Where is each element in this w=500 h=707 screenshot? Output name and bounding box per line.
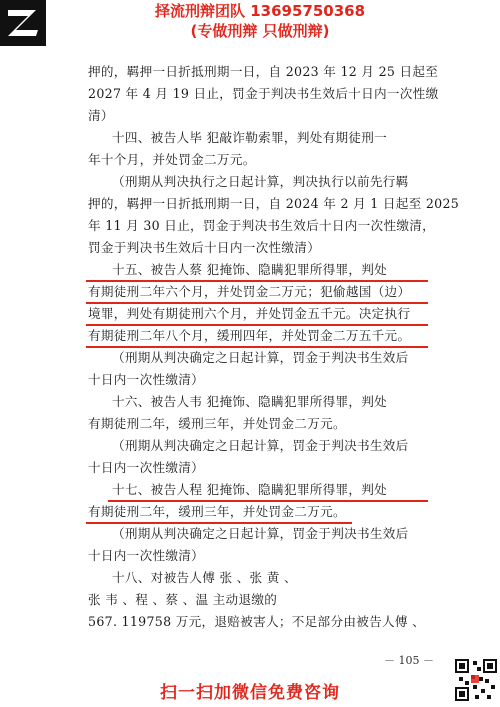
text-line: 十日内一次性缴清）	[88, 548, 205, 563]
text-line: 有期徒刑二年六个月，并处罚金二万元；犯偷越国（边）	[88, 284, 411, 299]
text-line: 十八、对被告人傅 张 、张 黄 、	[112, 570, 297, 585]
highlight-underline	[108, 500, 428, 502]
highlight-underline	[86, 302, 428, 304]
text-line: 罚金于判决书生效后十日内一次性缴清）	[88, 240, 321, 255]
text-line: （刑期从判决确定之日起计算，罚金于判决书生效后	[112, 438, 409, 453]
text-line: 2027 年 4 月 19 日止，罚金于判决书生效后十日内一次性缴	[88, 86, 439, 101]
text-line: （刑期从判决执行之日起计算，判决执行以前先行羁	[112, 174, 409, 189]
text-line: 十五、被告人蔡 犯掩饰、隐瞒犯罪所得罪，判处	[112, 262, 388, 277]
brand-title: 择流刑辩团队 13695750368	[154, 2, 366, 20]
text-line: 十七、被告人程 犯掩饰、隐瞒犯罪所得罪，判处	[112, 482, 388, 497]
text-line: 十日内一次性缴清）	[88, 460, 205, 475]
text-line: 押的，羁押一日折抵刑期一日，自 2023 年 12 月 25 日起至	[88, 64, 439, 79]
text-line: 年 11 月 30 日止，罚金于判决书生效后十日内一次性缴清，	[88, 218, 436, 233]
brand-subtitle: (专做刑辩 只做刑辩)	[190, 22, 330, 40]
highlight-underline	[86, 522, 352, 524]
text-line: 年十个月，并处罚金二万元。	[88, 152, 256, 167]
text-line: 境罪，判处有期徒刑六个月，并处罚金五千元。决定执行	[88, 306, 411, 321]
text-line: 清）	[88, 108, 114, 123]
highlight-underline	[86, 324, 428, 326]
text-line: 有期徒刑二年八个月，缓刑四年，并处罚金二万五千元。	[88, 328, 411, 343]
text-line: 十日内一次性缴清）	[88, 372, 205, 387]
text-line: 十四、被告人毕 犯敲诈勒索罪，判处有期徒刑一	[112, 130, 388, 145]
text-line: 十六、被告人韦 犯掩饰、隐瞒犯罪所得罪，判处	[112, 394, 388, 409]
page-number: － 105 －	[384, 654, 434, 667]
consult-call-to-action: 扫一扫加微信免费咨询	[160, 683, 340, 703]
highlight-underline	[86, 346, 428, 348]
text-line: 有期徒刑二年，缓刑三年，并处罚金二万元。	[88, 504, 346, 519]
text-line: （刑期从判决确定之日起计算，罚金于判决书生效后	[112, 526, 409, 541]
brand-logo	[0, 0, 46, 46]
text-line: 押的，羁押一日折抵刑期一日，自 2024 年 2 月 1 日起至 2025	[88, 196, 460, 211]
text-line: （刑期从判决确定之日起计算，罚金于判决书生效后	[112, 350, 409, 365]
text-line: 张 韦 、程 、蔡 、温 主动退缴的	[88, 592, 278, 607]
text-line: 567. 119758 万元，退赔被害人；不足部分由被告人傅 、	[88, 614, 426, 629]
text-line: 有期徒刑二年，缓刑三年，并处罚金二万元。	[88, 416, 346, 431]
highlight-underline	[86, 280, 428, 282]
